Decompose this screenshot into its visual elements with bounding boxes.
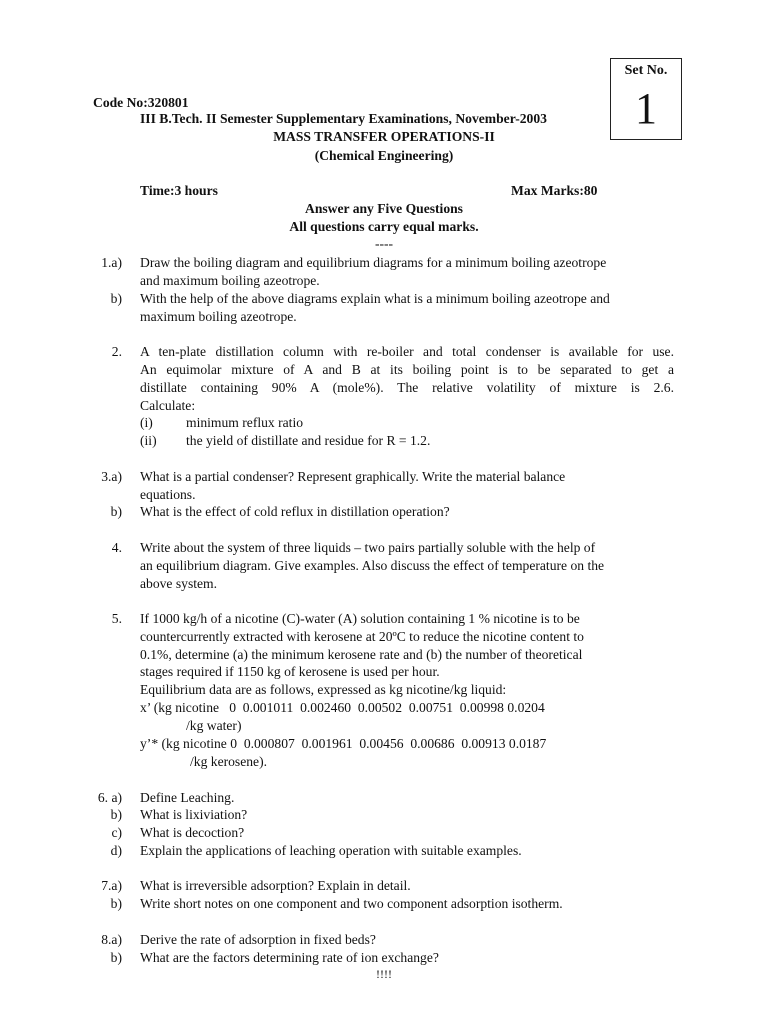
branch-title: (Chemical Engineering) [314, 148, 454, 163]
q7a-text: What is irreversible adsorption? Explain in detail. [140, 878, 411, 893]
q3a-text-line: What is a partial condenser? Represent graphically. Write the material balance [140, 469, 566, 484]
q2-text-line: Calculate: [140, 398, 196, 413]
instruction-marks: All questions carry equal marks. [289, 219, 479, 234]
q6c-text: What is decoction? [140, 825, 245, 840]
q3b-text-line: What is the effect of cold reflux in distillation operation? [140, 504, 450, 519]
q7b-number: b) [110, 896, 122, 911]
subject-title: MASS TRANSFER OPERATIONS-II [273, 129, 495, 144]
q6b-text: What is lixiviation? [140, 807, 248, 822]
q5-text-line: countercurrently extracted with kerosene at 20ºC to reduce the nicotine content to [140, 629, 584, 644]
q7b-text: Write short notes on one component and two component adsorption isotherm. [140, 896, 563, 911]
q5-equilibrium-x-unit: /kg water) [186, 718, 242, 733]
q4-text-line: an equilibrium diagram. Give examples. Also discuss the effect of temperature on the [140, 558, 605, 573]
q5-text-line: Equilibrium data are as follows, expressed as kg nicotine/kg liquid: [140, 682, 507, 697]
q2-subpart-i-text: minimum reflux ratio [186, 415, 304, 430]
q8a-text: Derive the rate of adsorption in fixed beds? [140, 932, 376, 947]
q5-equilibrium-x-row: x’ (kg nicotine 0 0.001011 0.002460 0.00502 0.00751 0.00998 0.0204 [140, 700, 545, 715]
q6c-number: c) [111, 825, 122, 840]
set-label: Set No. [624, 63, 668, 78]
q8a-number: 8.a) [101, 932, 122, 947]
set-number-box [610, 58, 682, 140]
q2-subpart-i-label: (i) [140, 415, 153, 430]
q2-text-line: An equimolar mixture of A and B at its boiling point is to be separated to get a [140, 362, 674, 377]
q1a-number: 1.a) [101, 255, 122, 270]
q7a-number: 7.a) [101, 878, 122, 893]
q5-text-line: stages required if 1150 kg of kerosene is used per hour. [140, 664, 440, 679]
set-number: 1 [635, 84, 657, 133]
q6b-number: b) [110, 807, 122, 822]
q3a-text-line: equations. [140, 487, 196, 502]
q4-text-line: Write about the system of three liquids – two pairs partially soluble with the help of [140, 540, 596, 555]
q5-equilibrium-y-unit: /kg kerosene). [190, 754, 268, 769]
q1b-text-line: With the help of the above diagrams explain what is a minimum boiling azeotrope and [140, 291, 610, 306]
q2-text-line: A ten-plate distillation column with re-boiler and total condenser is available for use. [140, 344, 674, 359]
header-separator: ---- [374, 236, 394, 251]
q1b-number: b) [110, 291, 122, 306]
q2-number: 2. [111, 344, 122, 359]
q4-number: 4. [111, 540, 122, 555]
q5-text-line: 0.1%, determine (a) the minimum kerosene rate and (b) the number of theoretical [140, 647, 583, 662]
exam-title: III B.Tech. II Semester Supplementary Examinations, November-2003 [140, 111, 547, 126]
q5-number: 5. [111, 611, 122, 626]
code-number: Code No:320801 [93, 95, 189, 110]
q5-equilibrium-y-row: y’* (kg nicotine 0 0.000807 0.001961 0.00456 0.00686 0.00913 0.0187 [140, 736, 547, 751]
q5-text-line: If 1000 kg/h of a nicotine (C)-water (A) solution containing 1 % nicotine is to be [140, 611, 580, 626]
q1b-text-line: maximum boiling azeotrope. [140, 309, 297, 324]
q6d-number: d) [110, 843, 122, 858]
q4-text-line: above system. [140, 576, 218, 591]
q6a-number: 6. a) [97, 790, 122, 805]
q2-text-line: distillate containing 90% A (mole%). The relative volatility of mixture is 2.6. [140, 380, 674, 395]
q1a-text-line: and maximum boiling azeotrope. [140, 273, 320, 288]
max-marks: Max Marks:80 [511, 183, 598, 198]
q2-subpart-ii-label: (ii) [140, 433, 157, 448]
end-of-paper-mark: !!!! [376, 967, 392, 981]
q2-subpart-ii-text: the yield of distillate and residue for R = 1.2. [186, 433, 431, 448]
exam-time: Time:3 hours [140, 183, 218, 198]
q8b-text: What are the factors determining rate of ion exchange? [140, 950, 439, 965]
q6d-text: Explain the applications of leaching operation with suitable examples. [140, 843, 522, 858]
q8b-number: b) [110, 950, 122, 965]
q3a-number: 3.a) [101, 469, 122, 484]
q3b-number: b) [110, 504, 122, 519]
q6a-text: Define Leaching. [140, 790, 235, 805]
q1a-text-line: Draw the boiling diagram and equilibrium diagrams for a minimum boiling azeotrope [140, 255, 607, 270]
instruction-answer: Answer any Five Questions [305, 201, 463, 216]
